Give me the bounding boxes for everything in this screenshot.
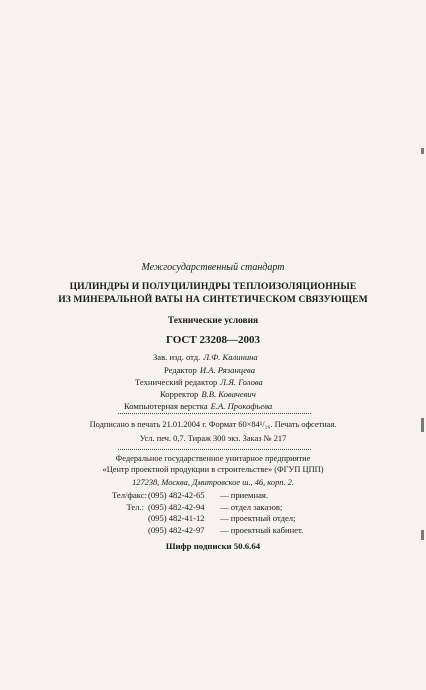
staff-entry — [153, 352, 258, 362]
scan-edge-mark — [421, 530, 424, 540]
staff-name: Е.А. Прокофьева — [210, 401, 273, 411]
contact-dept: — проектный кабинет. — [220, 524, 304, 535]
contacts-list — [112, 490, 303, 536]
contact-dept: — проектный отдел; — [220, 513, 296, 523]
contact-phone: (095) 482-42-94 — [148, 501, 205, 512]
publisher-line-2: «Центр проектной продукции в строительстве» (ФГУП ЦПП) — [102, 465, 324, 474]
contact-phone: (095) 482-42-97 — [148, 524, 205, 535]
contact-row — [112, 502, 303, 514]
standard-type: Межгосударственный стандарт — [141, 262, 285, 273]
contact-dept: — отдел заказов; — [220, 501, 283, 512]
staff-name: И.А. Рязанцева — [199, 365, 255, 375]
staff-role: Зав. изд. отд. — [153, 352, 201, 362]
contact-phone: (095) 482-42-65 — [148, 490, 205, 500]
publisher-line-1: Федеральное государственное унитарное предприятие — [115, 454, 311, 463]
staff-entry — [124, 401, 272, 411]
title-line-2: ИЗ МИНЕРАЛЬНОЙ ВАТЫ НА СИНТЕТИЧЕСКОМ СВЯЗУЮЩЕМ — [58, 294, 368, 305]
print-info-line-2: Усл. печ. 0,7. Тираж 300 экз. Заказ № 217 — [139, 434, 287, 443]
staff-name: В.В. Ковачевич — [201, 389, 256, 399]
staff-entry — [135, 377, 263, 387]
contact-label: Тел/факс: — [112, 490, 147, 500]
scan-edge-mark — [421, 148, 424, 154]
contact-phone: (095) 482-41-12 — [148, 513, 205, 523]
staff-role: Технический редактор — [135, 377, 218, 387]
separator-dotted-line — [118, 449, 311, 450]
title-line-1: ЦИЛИНДРЫ И ПОЛУЦИЛИНДРЫ ТЕПЛОИЗОЛЯЦИОННЫЕ — [69, 281, 357, 292]
staff-name: Л.Ф. Калинина — [203, 352, 258, 362]
contact-dept: — приемная. — [220, 490, 269, 500]
contact-row — [112, 525, 303, 537]
publisher-address: 127238, Москва, Дмитровское ш., 46, корп. 2. — [132, 478, 294, 487]
print-info-line-1: Подписано в печать 21.01.2004 г. Формат 60×84¹/₁₆. Печать офсетная. — [89, 420, 337, 429]
contact-row — [112, 513, 303, 525]
staff-name: Л.Я. Голова — [220, 377, 263, 387]
gost-number: ГОСТ 23208—2003 — [166, 334, 260, 346]
contact-label: Тел.: — [126, 501, 144, 512]
staff-role: Компьютерная верстка — [124, 401, 208, 411]
subtitle: Технические условия — [167, 316, 259, 326]
separator-dotted-line — [118, 413, 311, 414]
staff-entry — [160, 389, 256, 399]
contact-row — [112, 490, 303, 502]
staff-entry — [164, 365, 255, 375]
staff-role: Корректор — [160, 389, 199, 399]
staff-role: Редактор — [164, 365, 197, 375]
subscription-code: Шифр подписки 50.6.64 — [165, 541, 261, 551]
